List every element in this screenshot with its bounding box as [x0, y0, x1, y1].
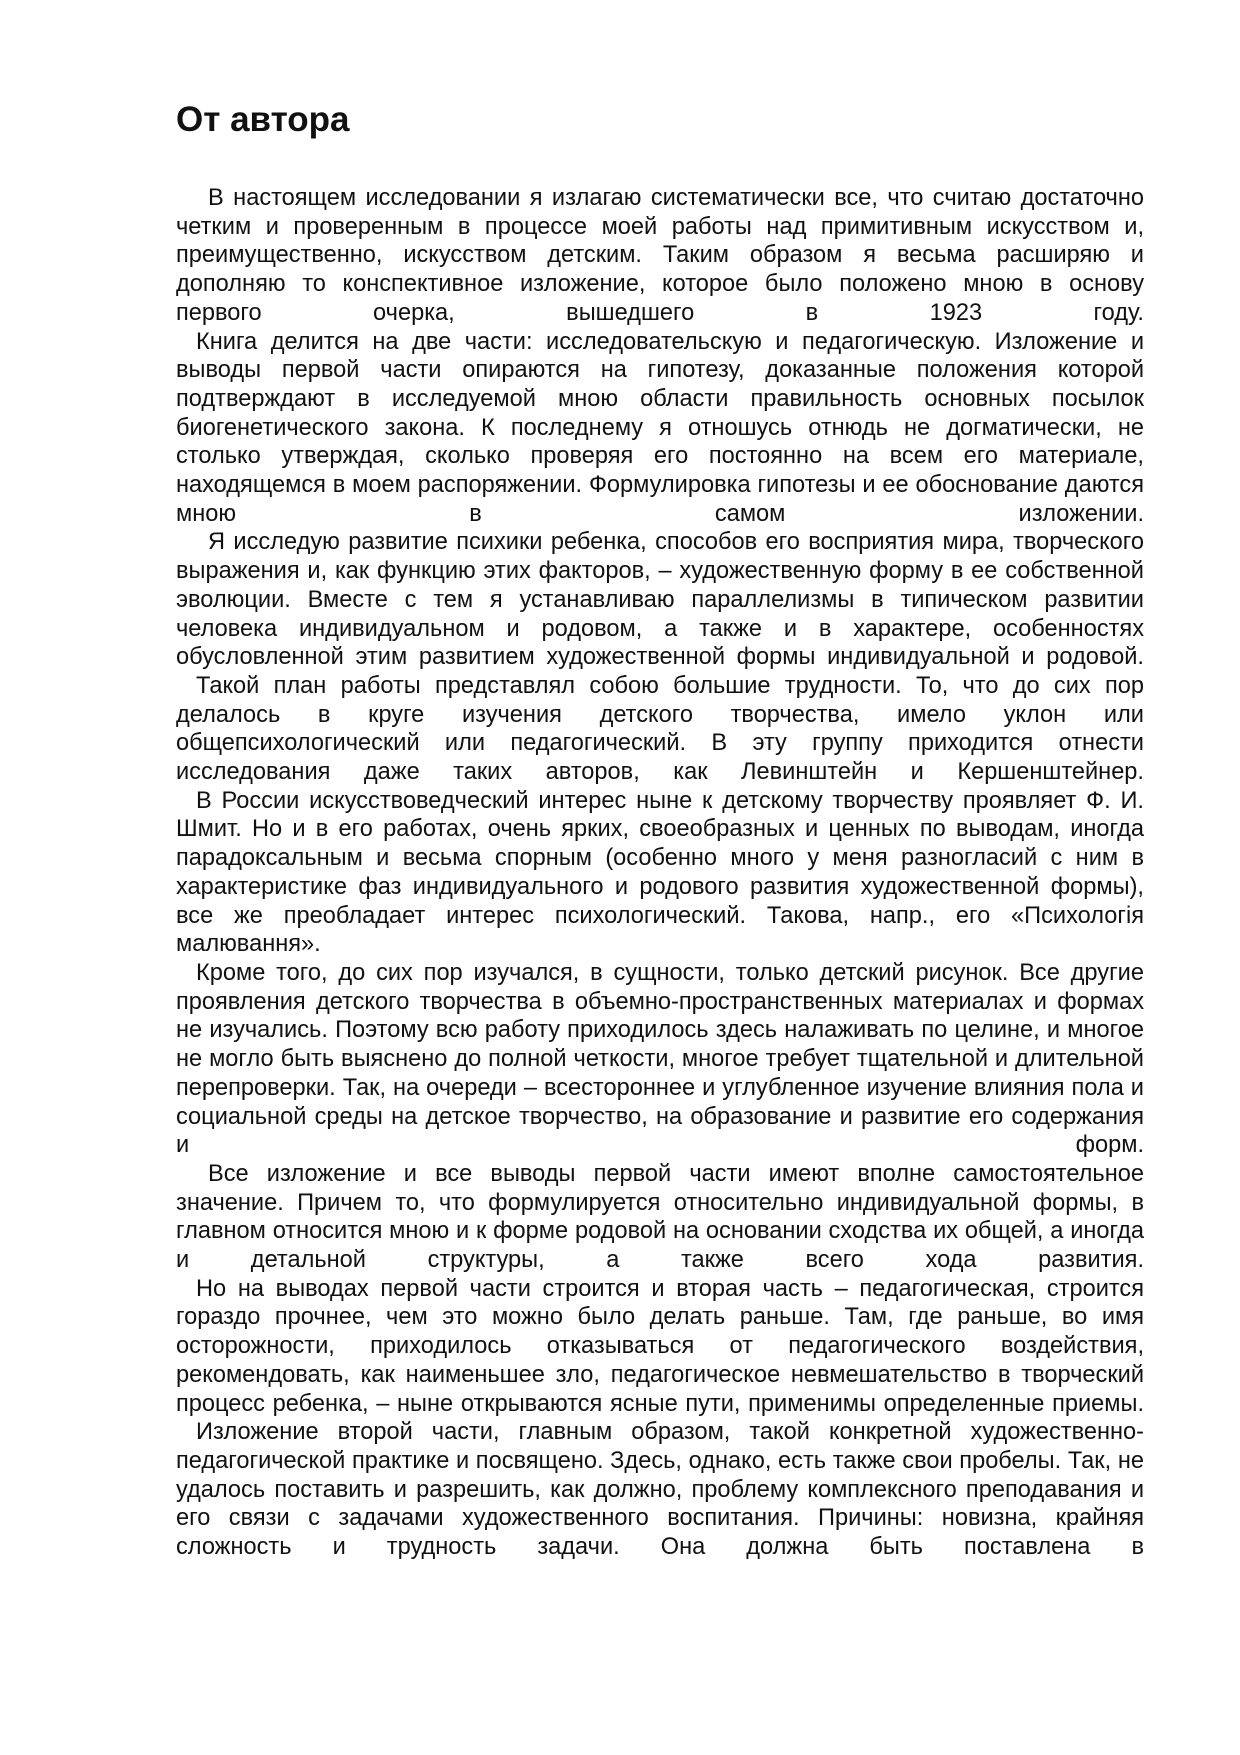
paragraph: Я исследую развитие психики ребенка, способов его восприятия мира, творческого выражения и, как функцию этих факторов, – художественную форму в ее собственной эволюции. Вместе с тем я устанавливаю параллелизмы в типическом развитии человека индивидуальном и родовом, а также и в характере, особенностях обусловленной этим развитием художественной формы индивидуальной и родовой.: [176, 529, 1144, 671]
paragraph: Но на выводах первой части строится и вторая часть – педагогическая, строится гораздо прочнее, чем это можно было делать раньше. Там, где раньше, во имя осторожности, приходилось отказываться от педагогического воздействия, рекомендовать, как наименьшее зло, педагогическое невмешательство в творческий процесс ребенка, – ныне открываются ясные пути, применимы определенные приемы.: [176, 1275, 1144, 1417]
paragraph: Книга делится на две части: исследовательскую и педагогическую. Изложение и выводы первой части опираются на гипотезу, доказанные положения которой подтверждают в исследуемой мною области правильность основных посылок биогенетического закона. К последнему я отношусь отнюдь не догматически, не столько утверждая, сколько проверяя его постоянно на всем его материале, находящемся в моем распоряжении. Формулировка гипотезы и ее обоснование даются мною в самом изложении.: [176, 328, 1144, 527]
paragraph: Изложение второй части, главным образом, такой конкретной художественно-педагогической практике и посвящено. Здесь, однако, есть также свои пробелы. Так, не удалось поставить и разрешить, как должно, проблему комплексного преподавания и его связи с задачами художественного воспитания. Причины: новизна, крайняя сложность и трудность задачи. Она должна быть поставлена в: [176, 1419, 1144, 1561]
page-title: От автора: [176, 100, 350, 139]
paragraph: В России искусствоведческий интерес ныне к детскому творчеству проявляет Ф. И. Шмит. Но и в его работах, очень ярких, своеобразных и ценных по выводам, иногда парадоксальным и весьма спорным (особенно много у меня разногласий с ним в характеристике фаз индивидуального и родового развития художественной формы), все же преобладает интерес психологический. Такова, напр., его «Психологія малювання».: [176, 787, 1144, 958]
paragraph: Кроме того, до сих пор изучался, в сущности, только детский рисунок. Все другие проявления детского творчества в объемно-пространственных материалах и формах не изучались. Поэтому всю работу приходилось здесь налаживать по целине, и многое не могло быть выяснено до полной четкости, многое требует тщательной и длительной перепроверки. Так, на очереди – всестороннее и углубленное изучение влияния пола и социальной среды на детское творчество, на образование и развитие его содержания и форм.: [176, 959, 1144, 1159]
paragraph: Все изложение и все выводы первой части имеют вполне самостоятельное значение. Причем то, что формулируется относительно индивидуальной формы, в главном относится мною и к форме родовой на основании сходства их общей, а иногда и детальной структуры, а также всего хода развития.: [176, 1160, 1144, 1274]
text-column: [176, 96, 1144, 1562]
paragraph: В настоящем исследовании я излагаю систематически все, что считаю достаточно четким и проверенным в процессе моей работы над примитивным искусством и, преимущественно, искусством детским. Таким образом я весьма расширяю и дополняю то конспективное изложение, которое было положено мною в основу первого очерка, вышедшего в 1923 году.: [176, 185, 1144, 326]
paragraph: Такой план работы представлял собою большие трудности. То, что до сих пор делалось в круге изучения детского творчества, имело уклон или общепсихологический или педагогический. В эту группу приходится отнести исследования даже таких авторов, как Левинштейн и Кершенштейнер.: [176, 672, 1144, 786]
